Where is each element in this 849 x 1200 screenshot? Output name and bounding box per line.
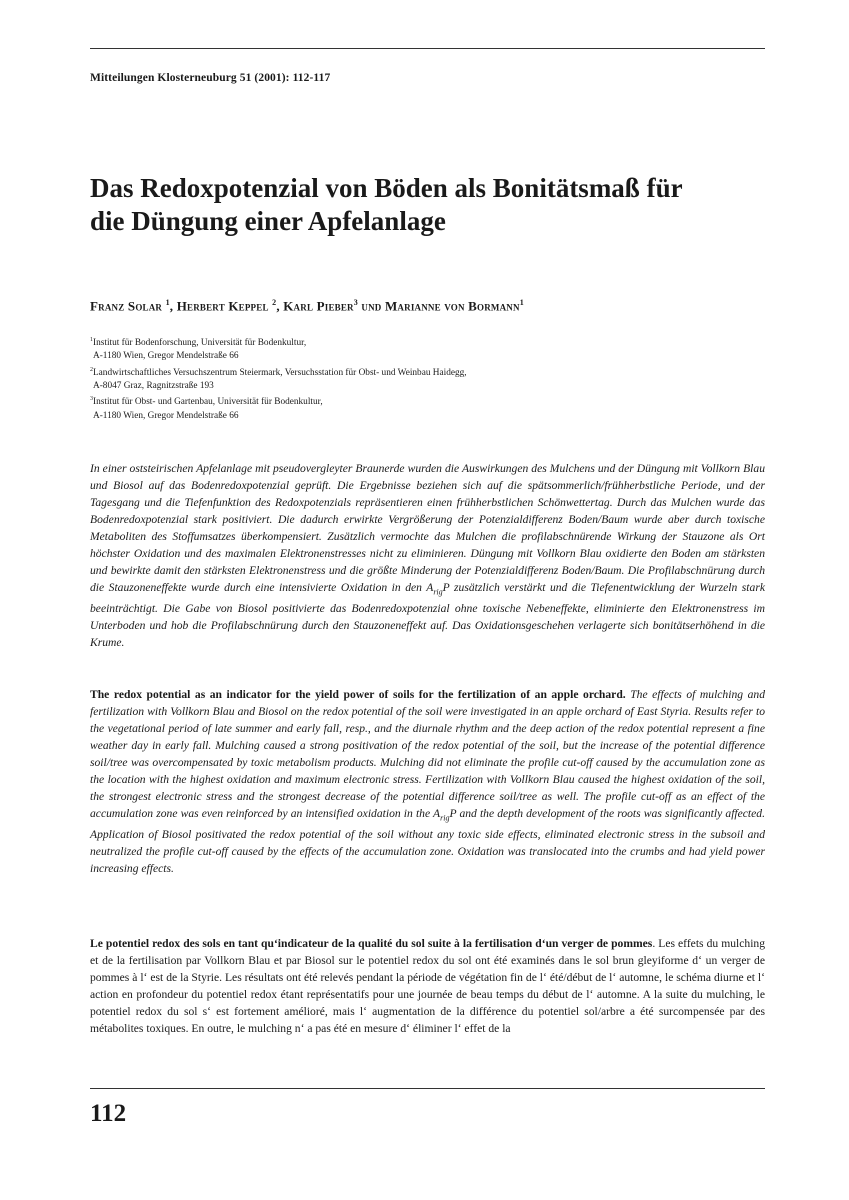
abstract-body <box>90 688 765 875</box>
title-line-2: die Düngung einer Apfelanlage <box>90 206 446 236</box>
abstract-french <box>90 935 765 1037</box>
abstract-text: The effects of mulching and fertilization with Vollkorn Blau and Biosol on the redox potential of the soil were investigated in an apple orchard of East Styria. Results refer to the vegetational period of late summer and early fall, resp., and the diurnale rhythm and the deep action of the redox potential represent a fine weather day in early fall. Mulching caused a strong positivation of the redox potential of the soil, but the increase of the potential difference soil/tree was overcompensated by toxic metabolism products. Mulching did not eliminate the profile cut-off caused by the accumulation zone as the location with the highest oxidation and maximum electronic stress. Fertilization with Vollkorn Blau caused the highest oxidation of the soil, the strongest electronic stress and the strongest decrease of the potential difference soil/tree as well. The profile cut-off as an effect of the accumulation zone was even reinforced by an intensified oxidation in the A <box>90 688 765 820</box>
author-affil-ref: 3 <box>353 298 358 307</box>
abstract-text: In einer oststeirischen Apfelanlage mit pseudovergleyter Braunerde wurden die Auswirkungen des Mulchens und der Düngung mit Vollkorn Blau und Biosol auf das Bodenredoxpotenzial geprüft. Die Ergebnisse beziehen sich auf die spätsommerlich/frühherbstliche Periode, und der Tagesgang und die Tiefenfunktion des Redoxpotenzials repräsentieren einen frühherbstlichen Schönwettertag. Durch das Mulchen wurde das Bodenredoxpotenzial stark positiviert. Die dadurch erwirkte Vergrößerung der Potenzialdifferenz Boden/Baum wurde aber durch toxische Metaboliten des Stoffumsatzes überkompensiert. Zusätzlich vermochte das Mulchen die profilabschnürende Wirkung der Stauzone als Ort höchster Oxidation und des maximalen Elektronenstresses nicht zu eliminieren. Düngung mit Vollkorn Blau oxidierte den Boden am stärksten und bewirkte damit den stärksten Elektronenstress und die größte Minderung der Potenzialdifferenz Boden/Baum. Die Profilabschnürung durch die Stauzoneneffekte wurde durch eine intensivierte Oxidation in den A <box>90 462 765 594</box>
affiliation-number: 2 <box>90 366 93 373</box>
author-separator: , <box>169 298 177 314</box>
affiliation-line <box>90 393 765 409</box>
abstract-text: P and the depth development of the roots was significantly affected. Application of Biosol positivated the redox potential of the soil without any toxic side effects, eliminated electronic stress in the subsoil and neutralized the profile cut-off caused by the effects of the accumulation zone. Oxidation was translocated into the crumbs and had yield power increasing effects. <box>90 807 765 876</box>
journal-citation: Mitteilungen Klosterneuburg 51 (2001): 112-117 <box>90 72 331 84</box>
abstract-german <box>90 460 765 651</box>
horizon-subscript: rig <box>440 813 450 823</box>
affiliation-line <box>90 364 765 380</box>
affiliation-address: A-8047 Graz, Ragnitzstraße 193 <box>93 381 214 392</box>
article-title <box>90 172 765 238</box>
page-number: 112 <box>90 1100 127 1127</box>
author-name: Herbert Keppel <box>176 298 269 314</box>
author-name: Karl Pieber <box>283 298 354 314</box>
author-separator: , <box>276 298 284 314</box>
author-affil-ref: 1 <box>165 298 170 307</box>
affiliations <box>90 334 765 423</box>
title-line-1: Das Redoxpotenzial von Böden als Bonitätsmaß für <box>90 173 683 203</box>
abstract-heading: Le potentiel redox des sols en tant qu‘indicateur de la qualité du sol suite à la fertilisation d‘un verger de pommes <box>90 937 653 950</box>
affiliation-number: 1 <box>90 337 93 343</box>
abstract-text: . Les effets du mulching et de la fertilisation par Vollkorn Blau et par Biosol sur le potentiel redox du sol ont été examinés dans le sol brun gleyiforme d‘ un verger de pommes à l‘ est de la Styrie. Les résultats ont été relevés pendant la période de végétation fin de l‘ été/début de l‘ automne, le schéma diurne et l‘ action en profondeur du potentiel redox étant représentatifs pour une journée de beau temps du début de l‘ automne. A la suite du mulching, le potentiel redox du sol s‘ est fortement amélioré, mais l‘ augmentation de la différence du potentiel sol/arbre a été surcompensée par des métabolites toxiques. En outre, le mulching n‘ a pas été en mesure d‘ éliminer l‘ effet de la <box>90 937 766 1035</box>
affiliation-text: Landwirtschaftliches Versuchszentrum Steiermark, Versuchsstation für Obst- und Weinbau Haidegg, <box>93 367 467 378</box>
author-name: Marianne von Bormann <box>384 298 520 314</box>
author-affil-ref: 2 <box>272 298 277 307</box>
top-rule <box>90 48 765 49</box>
author-name: Franz Solar <box>90 298 163 314</box>
bottom-rule <box>90 1088 765 1089</box>
abstract-heading: The redox potential as an indicator for the yield power of soils for the fertilization of an apple orchard. <box>90 688 626 701</box>
author-affil-ref: 1 <box>519 298 524 307</box>
abstract-text: P zusätzlich verstärkt und die Tiefenentwicklung der Wurzeln stark beeinträchtigt. Die Gabe von Biosol positivierte das Bodenredoxpotenzial ohne toxische Nebeneffekte, eliminierte den Elektronenstress im Unterboden und hob die Profilabschnürung durch den Stauzoneneffekt auf. Das Oxidationsgeschehen verlagerte sich bonitätserhöhend in die Krume. <box>90 581 765 650</box>
affiliation-number: 3 <box>90 396 93 403</box>
author-list <box>90 298 765 314</box>
horizon-subscript: rig <box>433 587 443 597</box>
abstract-english <box>90 686 765 877</box>
affiliation-address: A-1180 Wien, Gregor Mendelstraße 66 <box>93 351 239 362</box>
affiliation-text: Institut für Bodenforschung, Universität für Bodenkultur, <box>93 338 307 349</box>
affiliation-line <box>90 334 765 350</box>
affiliation-address: A-1180 Wien, Gregor Mendelstraße 66 <box>93 410 239 421</box>
author-separator: und <box>357 298 385 314</box>
affiliation-text: Institut für Obst- und Gartenbau, Universität für Bodenkultur, <box>93 397 323 408</box>
